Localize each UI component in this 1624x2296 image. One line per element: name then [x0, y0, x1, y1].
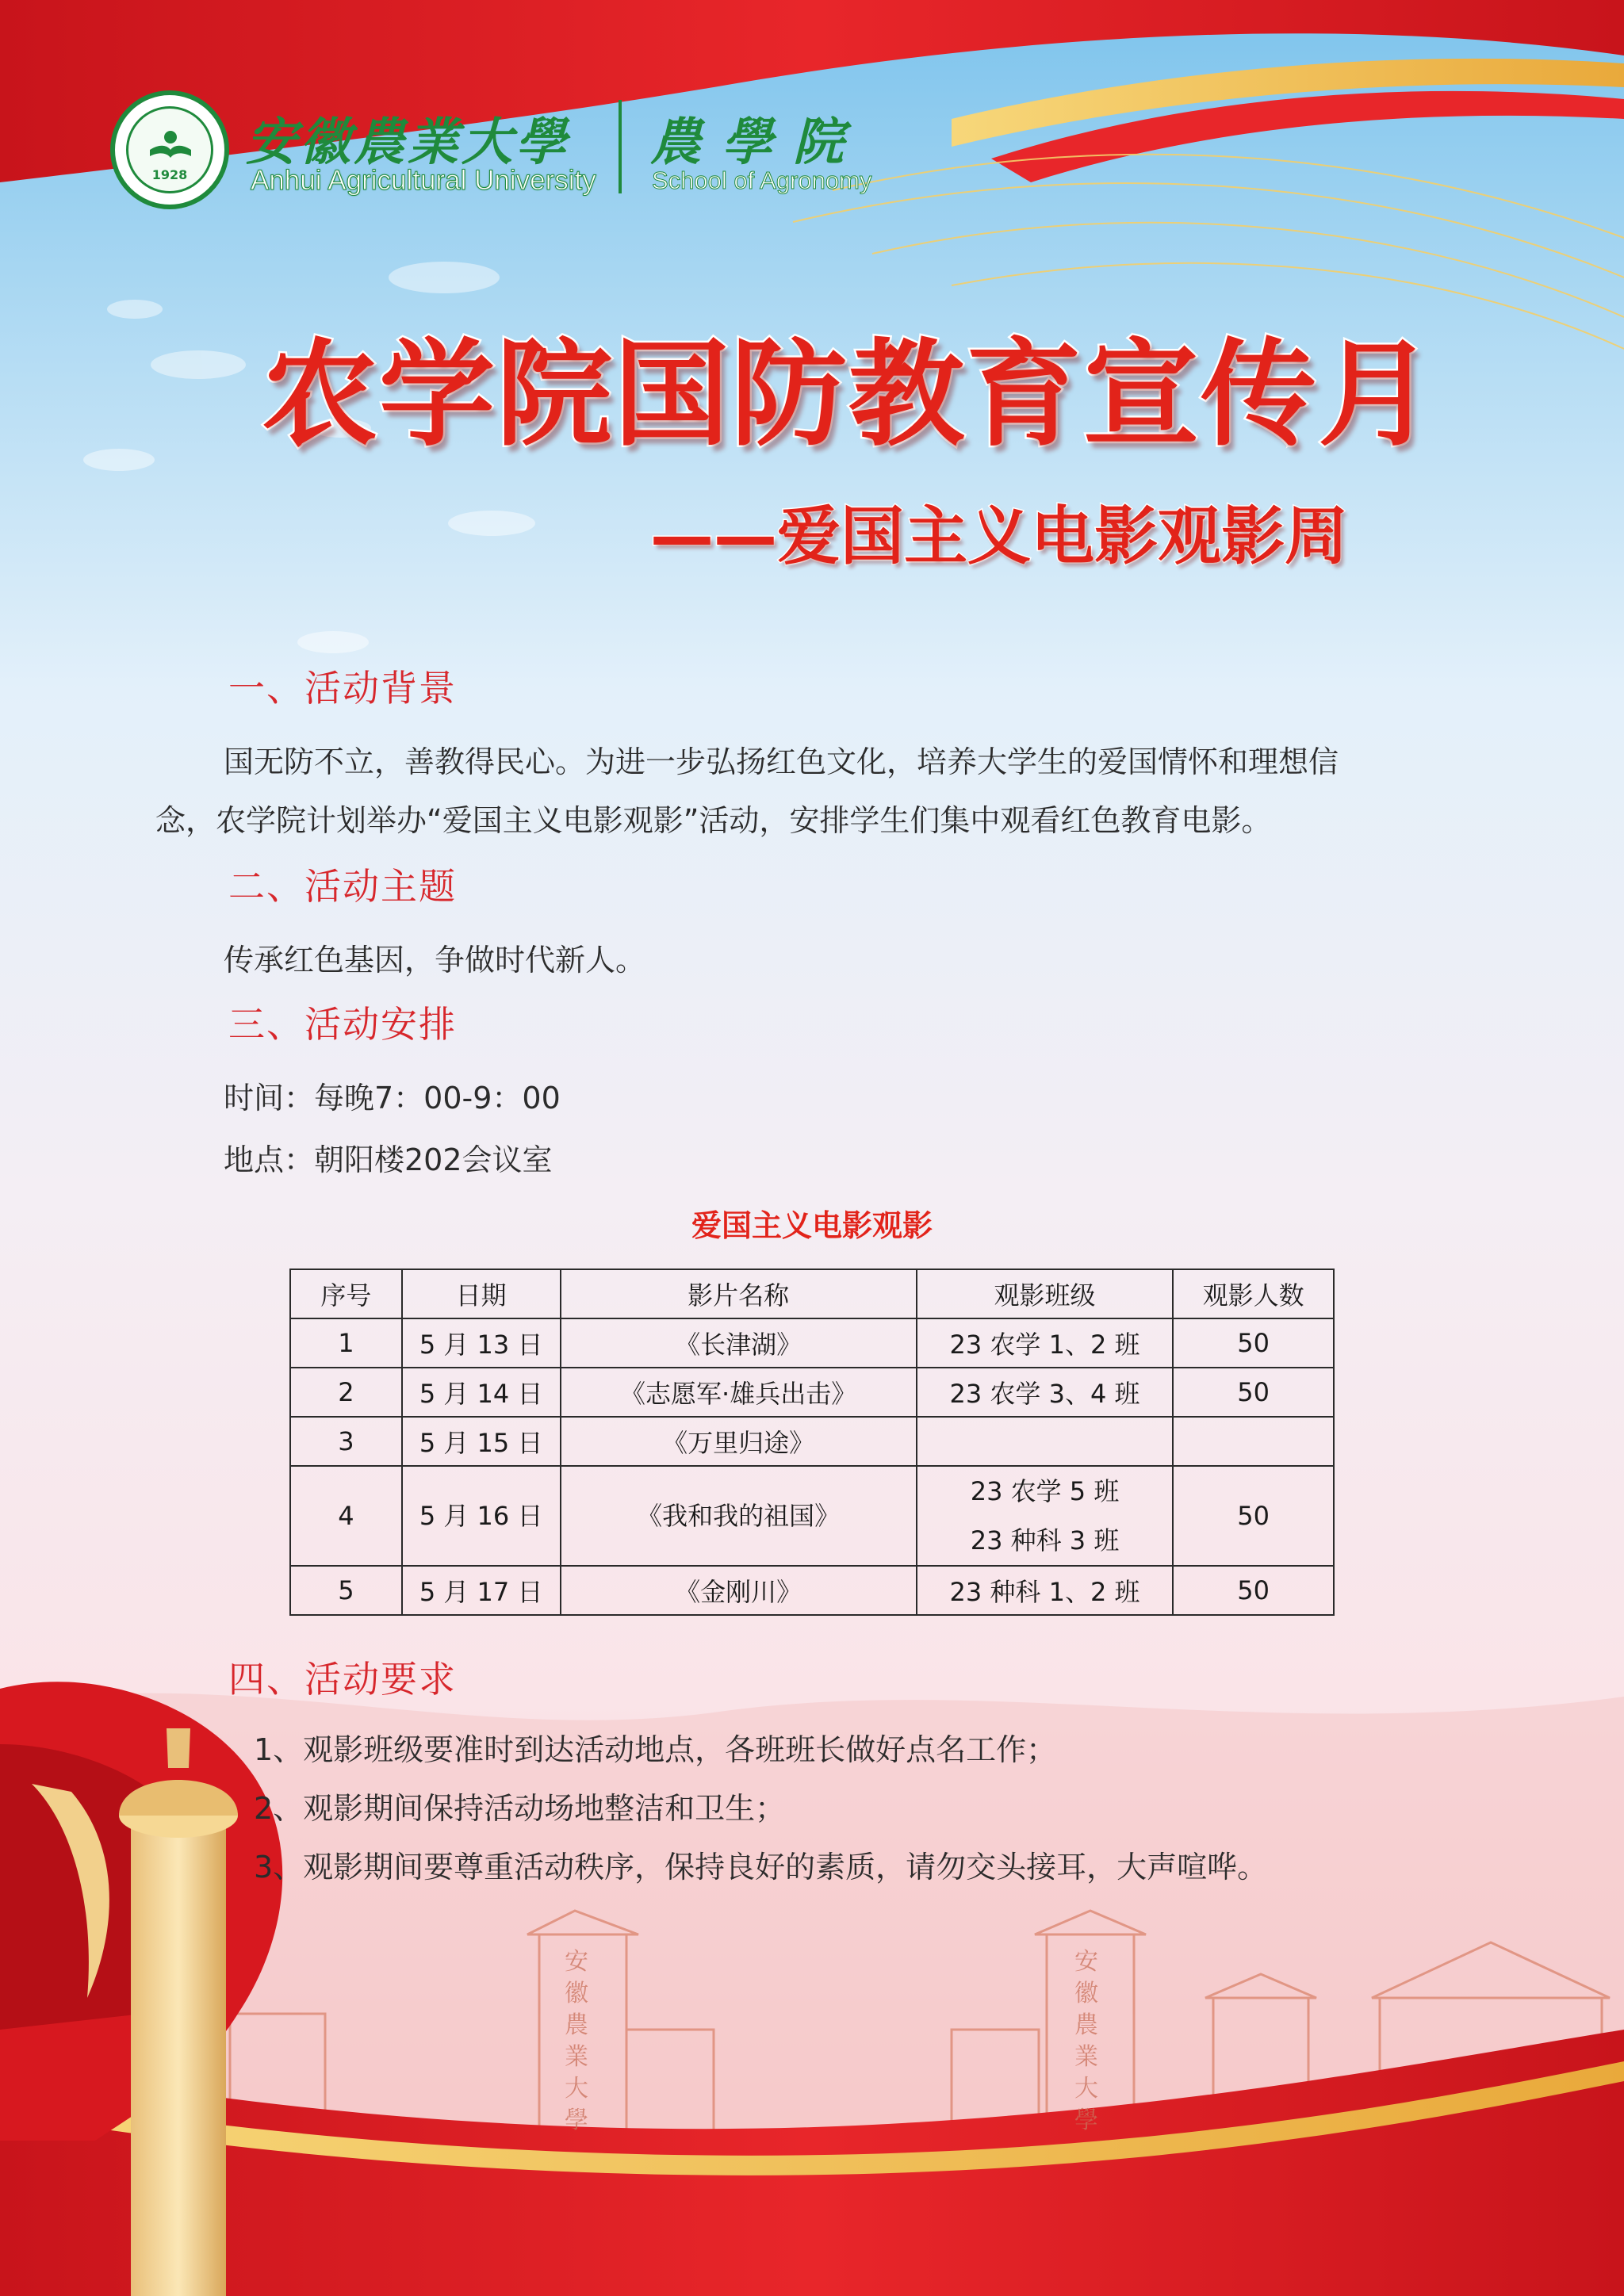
arrangement-place: 地点：朝阳楼202会议室 [224, 1142, 553, 1177]
column-header: 影片名称 [561, 1269, 917, 1318]
table-cell-date: 5 月 16 日 [402, 1466, 561, 1566]
theme-text: 传承红色基因，争做时代新人。 [224, 943, 646, 978]
column-header: 序号 [290, 1269, 402, 1318]
table-row [290, 1466, 1334, 1566]
arrangement-time: 时间：每晚7：00-9：00 [224, 1081, 561, 1115]
table-cell-no: 4 [290, 1466, 402, 1566]
table-cell-no: 2 [290, 1368, 402, 1417]
table-cell-class: 23 农学 1、2 班 [917, 1318, 1173, 1368]
table-cell-date: 5 月 13 日 [402, 1318, 561, 1368]
school-name-en: School of Agronomy [652, 166, 872, 194]
table-cell-count: 50 [1173, 1466, 1334, 1566]
table-cell-film: 《长津湖》 [561, 1318, 917, 1368]
schedule-table-title: 爱国主义电影观影 [691, 1208, 933, 1243]
table-cell-count [1173, 1417, 1334, 1466]
table-row [290, 1417, 1334, 1466]
table-cell-count: 50 [1173, 1566, 1334, 1615]
table-cell-date: 5 月 14 日 [402, 1368, 561, 1417]
university-name-en: Anhui Agricultural University [251, 165, 596, 196]
table-cell-film: 《我和我的祖国》 [561, 1466, 917, 1566]
table-cell-no: 5 [290, 1566, 402, 1615]
table-cell-class-line-1: 23 农学 5 班 [970, 1476, 1120, 1506]
table-cell-film: 《万里归途》 [561, 1417, 917, 1466]
requirement-item: 2、观影期间保持活动场地整洁和卫生； [254, 1791, 786, 1826]
table-cell-count: 50 [1173, 1318, 1334, 1368]
table-cell-class: 23 种科 1、2 班 [917, 1566, 1173, 1615]
background-text-line-2: 念，农学院计划举办“爱国主义电影观影”活动，安排学生们集中观看红色教育电影。 [155, 803, 1272, 838]
table-cell-count: 50 [1173, 1368, 1334, 1417]
table-cell-date: 5 月 15 日 [402, 1417, 561, 1466]
header-divider [619, 100, 622, 193]
requirement-item: 1、观影班级要准时到达活动地点，各班班长做好点名工作； [254, 1732, 1057, 1767]
gate-inscription-right: 安徽農業大學 [1074, 1948, 1098, 2134]
table-cell-class: 23 农学 3、4 班 [917, 1368, 1173, 1417]
column-header: 观影人数 [1173, 1269, 1334, 1318]
book-emblem-icon [148, 126, 193, 161]
schedule-table [289, 1269, 1335, 1616]
background-text-line-1: 国无防不立，善教得民心。为进一步弘扬红色文化，培养大学生的爱国情怀和理想信 [224, 744, 1339, 779]
university-logo [110, 90, 229, 209]
section-heading-requirements: 四、活动要求 [228, 1658, 457, 1701]
school-name-cn: 農學院 [650, 113, 864, 172]
university-name-cn: 安徽農業大學 [246, 113, 569, 172]
table-cell-no: 3 [290, 1417, 402, 1466]
section-heading-theme: 二、活动主题 [228, 865, 457, 908]
poster-sub-title: ——爱国主义电影观影周 [650, 499, 1348, 573]
table-cell-class [917, 1417, 1173, 1466]
table-cell-film: 《志愿军·雄兵出击》 [561, 1368, 917, 1417]
table-row [290, 1566, 1334, 1615]
table-row [290, 1368, 1334, 1417]
table-cell-date: 5 月 17 日 [402, 1566, 561, 1615]
gate-inscription-left: 安徽農業大學 [565, 1948, 588, 2134]
section-heading-arrangement: 三、活动安排 [228, 1003, 457, 1046]
requirement-item: 3、观影期间要尊重活动秩序，保持良好的素质，请勿交头接耳，大声喧哗。 [254, 1850, 1268, 1885]
table-cell-no: 1 [290, 1318, 402, 1368]
table-cell-class-line-2: 23 种科 3 班 [970, 1525, 1120, 1556]
logo-year: 1928 [151, 167, 188, 182]
table-header-row [290, 1269, 1334, 1318]
column-header: 观影班级 [917, 1269, 1173, 1318]
table-row [290, 1318, 1334, 1368]
column-header: 日期 [402, 1269, 561, 1318]
poster-main-title: 农学院国防教育宣传月 [262, 327, 1435, 462]
table-cell-class [917, 1466, 1173, 1566]
section-heading-background: 一、活动背景 [228, 667, 457, 710]
table-cell-film: 《金刚川》 [561, 1566, 917, 1615]
